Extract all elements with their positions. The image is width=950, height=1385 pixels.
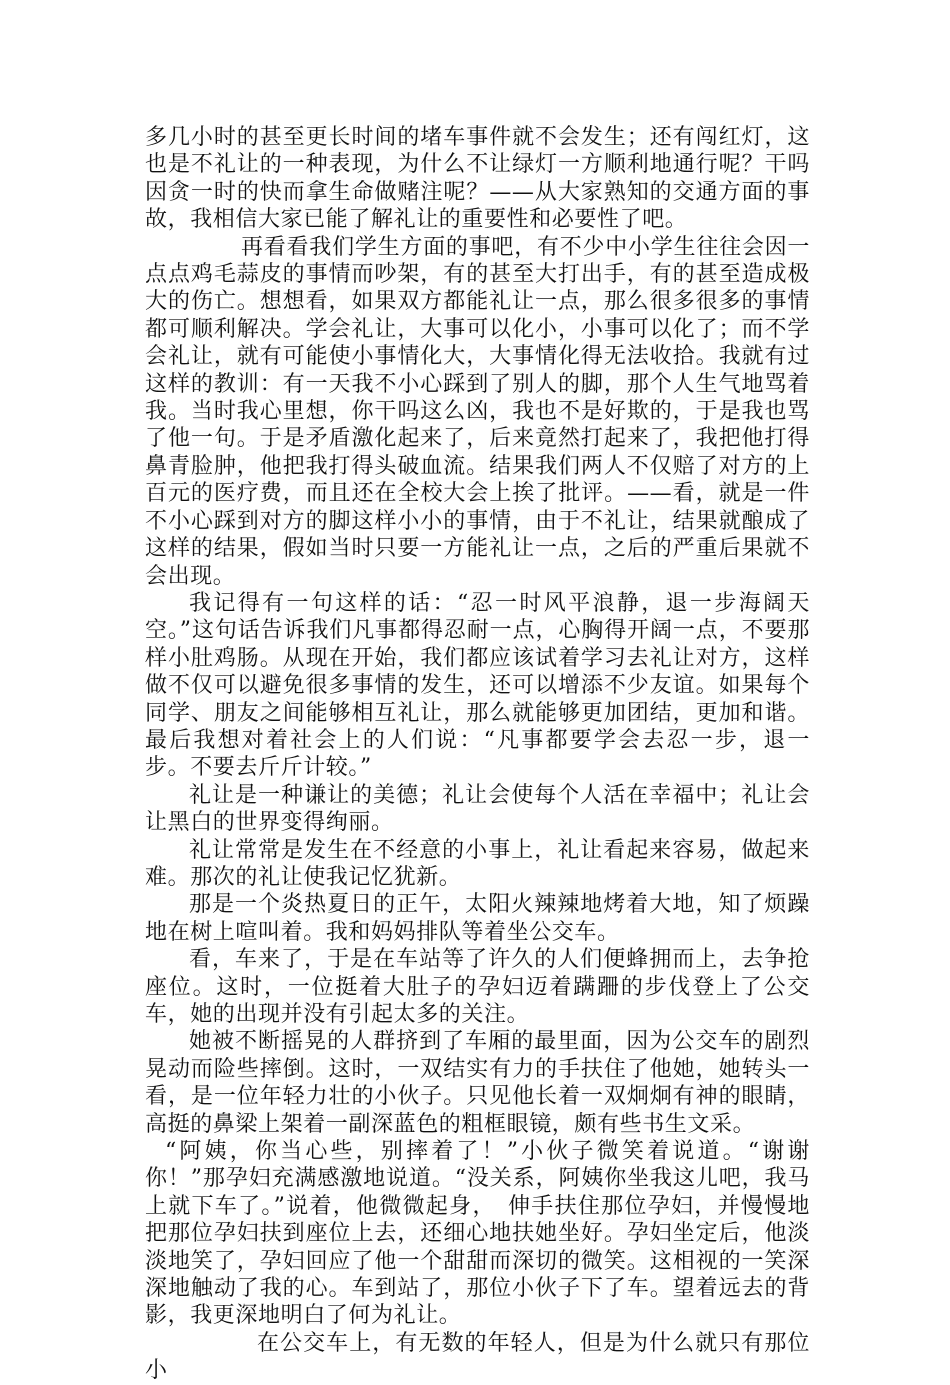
paragraph-10: 在公交车上，有无数的年轻人，但是为什么就只有那位小 [145, 1330, 810, 1384]
paragraph-7: 看，车来了，于是在车站等了许久的人们便蜂拥而上，去争抢座位。这时，一位挺着大肚子的孕妇迈着蹒跚的步伐登上了公交车，她的出现并没有引起太多的关注。 [145, 947, 810, 1027]
paragraph-5: 礼让常常是发生在不经意的小事上，礼让看起来容易，做起来难。那次的礼让使我记忆犹新。 [145, 837, 810, 890]
paragraph-4: 礼让是一种谦让的美德；礼让会使每个人活在幸福中；礼让会让黑白的世界变得绚丽。 [145, 782, 810, 836]
paragraph-6: 那是一个炎热夏日的正午，太阳火辣辣地烤着大地，知了烦躁地在树上喧叫着。我和妈妈排队等着坐公交车。 [145, 892, 810, 945]
paragraph-8: 她被不断摇晃的人群挤到了车厢的最里面，因为公交车的剧烈晃动而险些摔倒。这时，一双结实有力的手扶住了他她，她转头一看，是一位年轻力壮的小伙子。只见他长着一双炯炯有神的眼睛，高挺的鼻梁上架着一副深蓝色的粗框眼镜，颇有些书生文采。 [145, 1029, 810, 1137]
paragraph-2: 再看看我们学生方面的事吧，有不少中小学生往往会因一点点鸡毛蒜皮的事情而吵架，有的甚至大打出手，有的甚至造成极大的伤亡。想想看，如果双方都能礼让一点，那么很多很多的事情都可顺利解决。学会礼让，大事可以化小，小事可以化了；而不学会礼让，就有可能使小事情化大，大事情化得无法收拾。我就有过这样的教训：有一天我不小心踩到了别人的脚，那个人生气地骂着我。当时我心里想，你干吗这么凶，我也不是好欺的，于是我也骂了他一句。于是矛盾激化起来了，后来竟然打起来了，我把他打得鼻青脸肿，他把我打得头破血流。结果我们两人不仅赔了对方的上百元的医疗费，而且还在全校大会上挨了批评。——看，就是一件不小心踩到对方的脚这样小小的事情，由于不礼让，结果就酿成了这样的结果，假如当时只要一方能礼让一点，之后的严重后果就不会出现。 [145, 234, 810, 589]
body-text [145, 124, 810, 1385]
paragraph-3: 我记得有一句这样的话：“忍一时风平浪静，退一步海阔天空。”这句话告诉我们凡事都得忍耐一点，心胸得开阔一点，不要那样小肚鸡肠。从现在开始，我们都应该试着学习去礼让对方，这样做不仅可以避免很多事情的发生，还可以增添不少友谊。如果每个同学、朋友之间能够相互礼让，那么就能够更加团结，更加和谐。最后我想对着社会上的人们说：“凡事都要学会去忍一步，退一步。不要去斤斤计较。” [145, 590, 810, 781]
paragraph-1: 多几小时的甚至更长时间的堵车事件就不会发生；还有闯红灯，这也是不礼让的一种表现，为什么不让绿灯一方顺利地通行呢？干吗因贪一时的快而拿生命做赌注呢？——从大家熟知的交通方面的事故，我相信大家已能了解礼让的重要性和必要性了吧。 [145, 125, 810, 233]
paragraph-9: “阿姨，你当心些，别摔着了！”小伙子微笑着说道。“谢谢你！”那孕妇充满感激地说道。“没关系，阿姨你坐我这儿吧，我马上就下车了。”说着，他微微起身， 伸手扶住那位孕妇，并慢慢地把那位孕妇扶到座位上去，还细心地扶她坐好。孕妇坐定后，他淡淡地笑了，孕妇回应了他一个甜甜而深切的微笑。这相视的一笑深深地触动了我的心。车到站了，那位小伙子下了车。望着远去的背影，我更深地明白了何为礼让。 [145, 1139, 810, 1329]
